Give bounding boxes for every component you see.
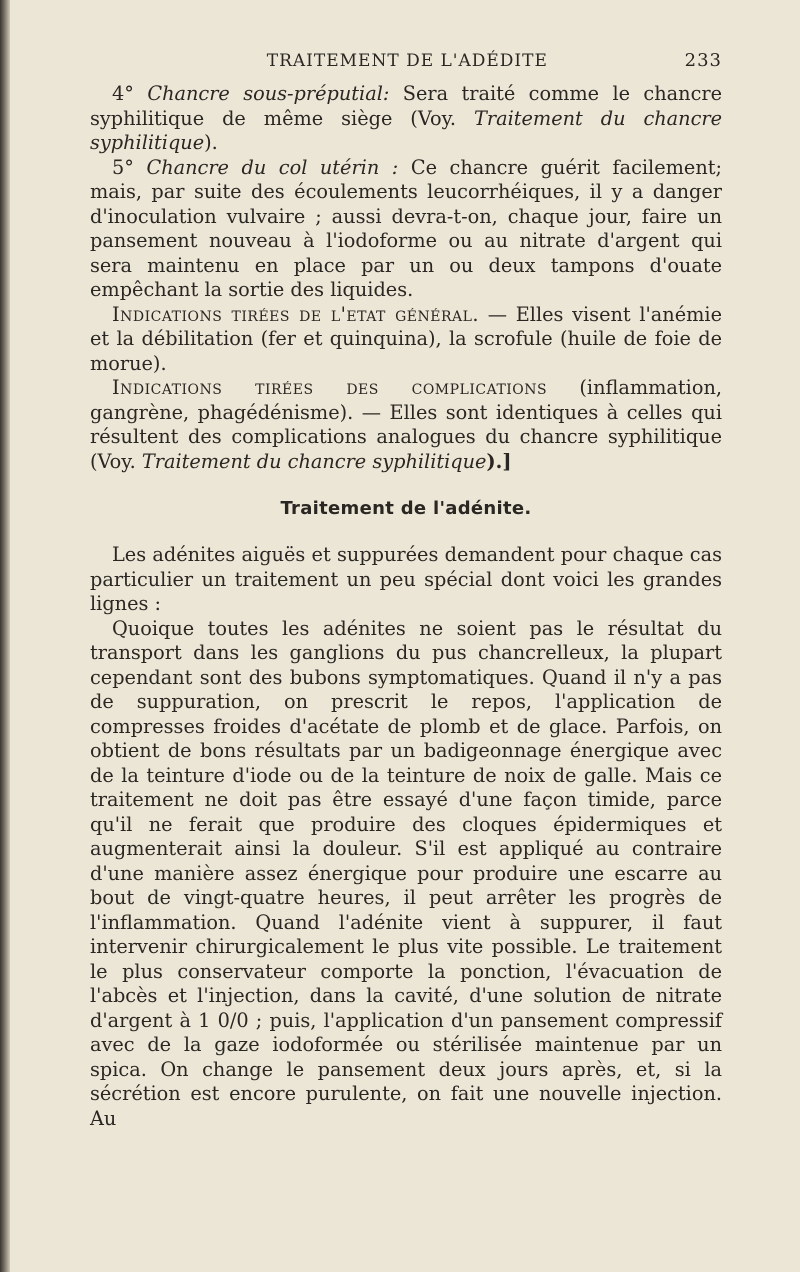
- running-head-title: TRAITEMENT DE L'ADÉDITE: [266, 51, 548, 71]
- paragraph-indications-etat-general: Indications tirées de l'etat général. — Elles visent l'anémie et la débilitation (fer et quinquina), la scrofule (huile de foie de morue).: [90, 302, 722, 375]
- page-number: 233: [684, 50, 722, 71]
- section-heading: Traitement de l'adénite.: [280, 498, 532, 519]
- paragraph-indications-complications: Indications tirées des complications (inflammation, gangrène, phagédénisme). — Elles sont identiques à celles qui résultent des complications analogues du chancre syphilitique (Voy. Traitement du chancre syphilitique).]: [90, 376, 722, 473]
- paragraph-adenites-intro: Les adénites aiguës et suppurées demandent pour chaque cas particulier un traitement un peu spécial dont voici les grandes lignes :: [90, 543, 722, 615]
- running-head: [90, 50, 722, 82]
- paragraph-chancre-col-uterin: 5° Chancre du col utérin : Ce chancre guérit facilement; mais, par suite des écoulements leucorrhéiques, il y a danger d'inoculation vulvaire ; aussi devra-t-on, chaque jour, faire un pansement nouveau à l'iodoforme ou au nitrate d'argent qui sera maintenu en place par un ou deux tampons d'ouate empêchant la sortie des liquides.: [90, 155, 722, 301]
- paragraph-chancre-sous-preputial: 4° Chancre sous-préputial: Sera traité comme le chancre syphilitique de même siège (Voy. Traitement du chancre syphilitique).: [90, 82, 722, 154]
- paragraph-adenites-body: Quoique toutes les adénites ne soient pas le résultat du transport dans les ganglions du pus chancrelleux, la plupart cependant sont des bubons symptomatiques. Quand il n'y a pas de suppuration, on prescrit le repos, l'application de compresses froides d'acétate de plomb et de glace. Parfois, on obtient de bons résultats par un badigeonnage énergique avec de la teinture d'iode ou de la teinture de noix de galle. Mais ce traitement ne doit pas être essayé d'une façon timide, parce qu'il ne ferait que produire des cloques épidermiques et augmenterait ainsi la douleur. S'il est appliqué au contraire d'une manière assez énergique pour produire une escarre au bout de vingt-quatre heures, il peut arrêter les progrès de l'inflammation. Quand l'adénite vient à suppurer, il faut intervenir chirurgicalement le plus vite possible. Le traitement le plus conservateur comporte la ponction, l'évacuation de l'abcès et l'injection, dans la cavité, d'une solution de nitrate d'argent à 1 0/0 ; puis, l'application d'un pansement compressif avec de la gaze iodoformée ou stérilisée maintenue par un spica. On change le pansement deux jours après, et, si la sécrétion est encore purulente, on fait une nouvelle injection. Au: [90, 616, 722, 1130]
- book-spine-edge: [0, 0, 10, 1272]
- book-page: [90, 50, 722, 1131]
